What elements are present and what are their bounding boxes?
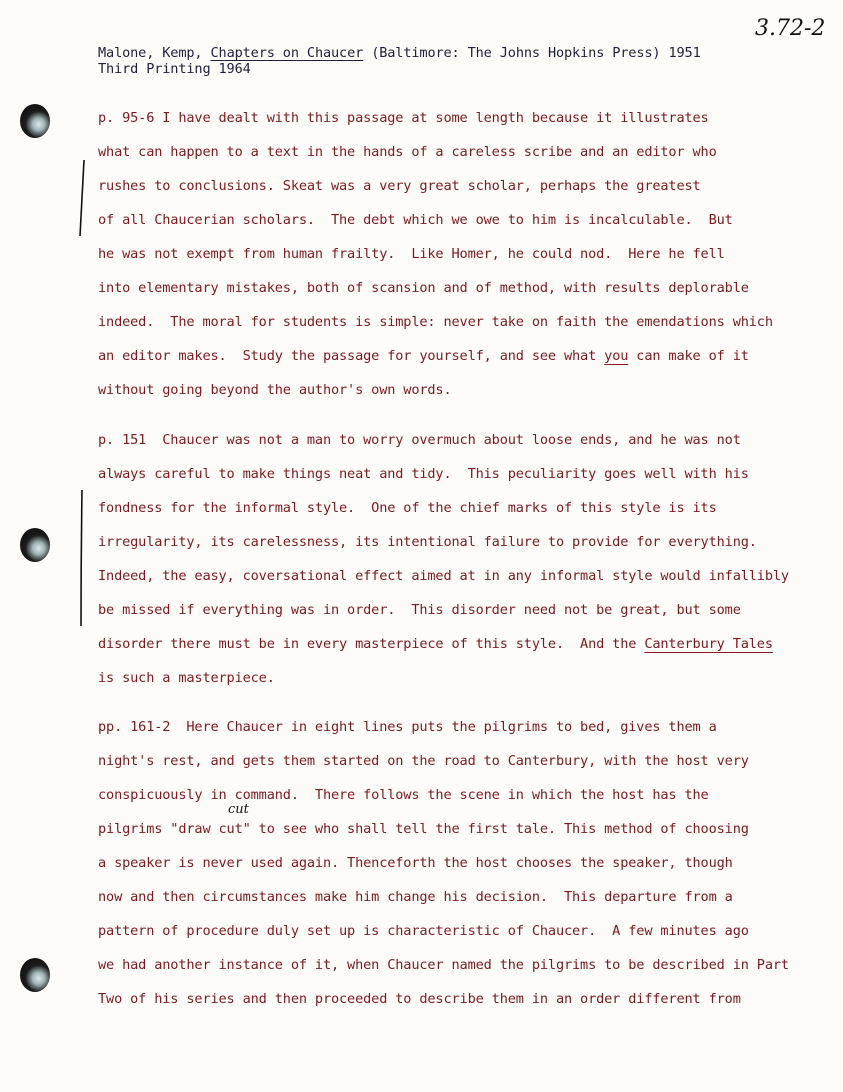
binder-hole-3 — [20, 958, 50, 992]
para1-line: into elementary mistakes, both of scansion and of method, with results deplorable — [98, 280, 749, 296]
para2-line — [98, 635, 773, 653]
para2-line: is such a masterpiece. — [98, 670, 275, 686]
para1-line: what can happen to a text in the hands of a careless scribe and an editor who — [98, 144, 717, 160]
canterbury-tales-title: Canterbury Tales — [644, 636, 773, 652]
para3-line: night's rest, and gets them started on the road to Canterbury, with the host very — [98, 753, 749, 769]
para1-line: p. 95-6 I have dealt with this passage at some length because it illustrates — [98, 110, 709, 126]
margin-mark-1 — [76, 158, 88, 238]
para3-line: pp. 161-2 Here Chaucer in eight lines puts the pilgrims to bed, gives them a — [98, 719, 717, 735]
emphasis-you: you — [604, 348, 629, 364]
para3-line: pattern of procedure duly set up is characteristic of Chaucer. A few minutes ago — [98, 923, 749, 939]
margin-mark-2 — [76, 488, 88, 628]
para1-line: of all Chaucerian scholars. The debt which we owe to him is incalculable. But — [98, 212, 733, 228]
para1-text: an editor makes. Study the passage for yourself, and see what — [98, 348, 605, 364]
para1-line — [98, 347, 749, 365]
para1-text: can make of it — [628, 348, 749, 364]
para2-line: irregularity, its carelessness, its intentional failure to provide for everything. — [98, 534, 757, 550]
corner-note: 3.72-2 — [755, 16, 826, 41]
para2-line: be missed if everything was in order. This disorder need not be great, but some — [98, 602, 741, 618]
para1-line: without going beyond the author's own words. — [98, 382, 452, 398]
para2-line: always careful to make things neat and tidy. This peculiarity goes well with his — [98, 466, 749, 482]
para3-line: a speaker is never used again. Thenceforth the host chooses the speaker, though — [98, 855, 733, 871]
book-title: Chapters on Chaucer — [210, 45, 364, 61]
para2-line: p. 151 Chaucer was not a man to worry overmuch about loose ends, and he was not — [98, 432, 741, 448]
binder-hole-2 — [20, 528, 50, 562]
para3-line: Two of his series and then proceeded to describe them in an order different from — [98, 991, 741, 1007]
para3-line: we had another instance of it, when Chaucer named the pilgrims to be described in Part — [98, 957, 789, 973]
para3-line: pilgrims "draw cut" to see who shall tell the first tale. This method of choosing — [98, 821, 749, 837]
para1-line: he was not exempt from human frailty. Like Homer, he could nod. Here he fell — [98, 246, 725, 262]
citation-author: Malone, Kemp, — [98, 45, 203, 61]
para2-line: fondness for the informal style. One of the chief marks of this style is its — [98, 500, 717, 516]
para1-line: rushes to conclusions. Skeat was a very great scholar, perhaps the greatest — [98, 178, 701, 194]
para1-line: indeed. The moral for students is simple: never take on faith the emendations which — [98, 314, 773, 330]
para2-text: disorder there must be in every masterpiece of this style. And the — [98, 636, 645, 652]
para3-line: conspicuously in command. There follows the scene in which the host has the — [98, 787, 709, 803]
citation-publisher: (Baltimore: The Johns Hopkins Press) 1951 — [371, 45, 701, 61]
para3-line: now and then circumstances make him change his decision. This departure from a — [98, 889, 733, 905]
printing-line: Third Printing 1964 — [98, 61, 251, 77]
para2-line: Indeed, the easy, coversational effect aimed at in any informal style would infallibly — [98, 568, 789, 584]
handwritten-cut: cut — [228, 802, 249, 817]
binder-hole-1 — [20, 104, 50, 138]
